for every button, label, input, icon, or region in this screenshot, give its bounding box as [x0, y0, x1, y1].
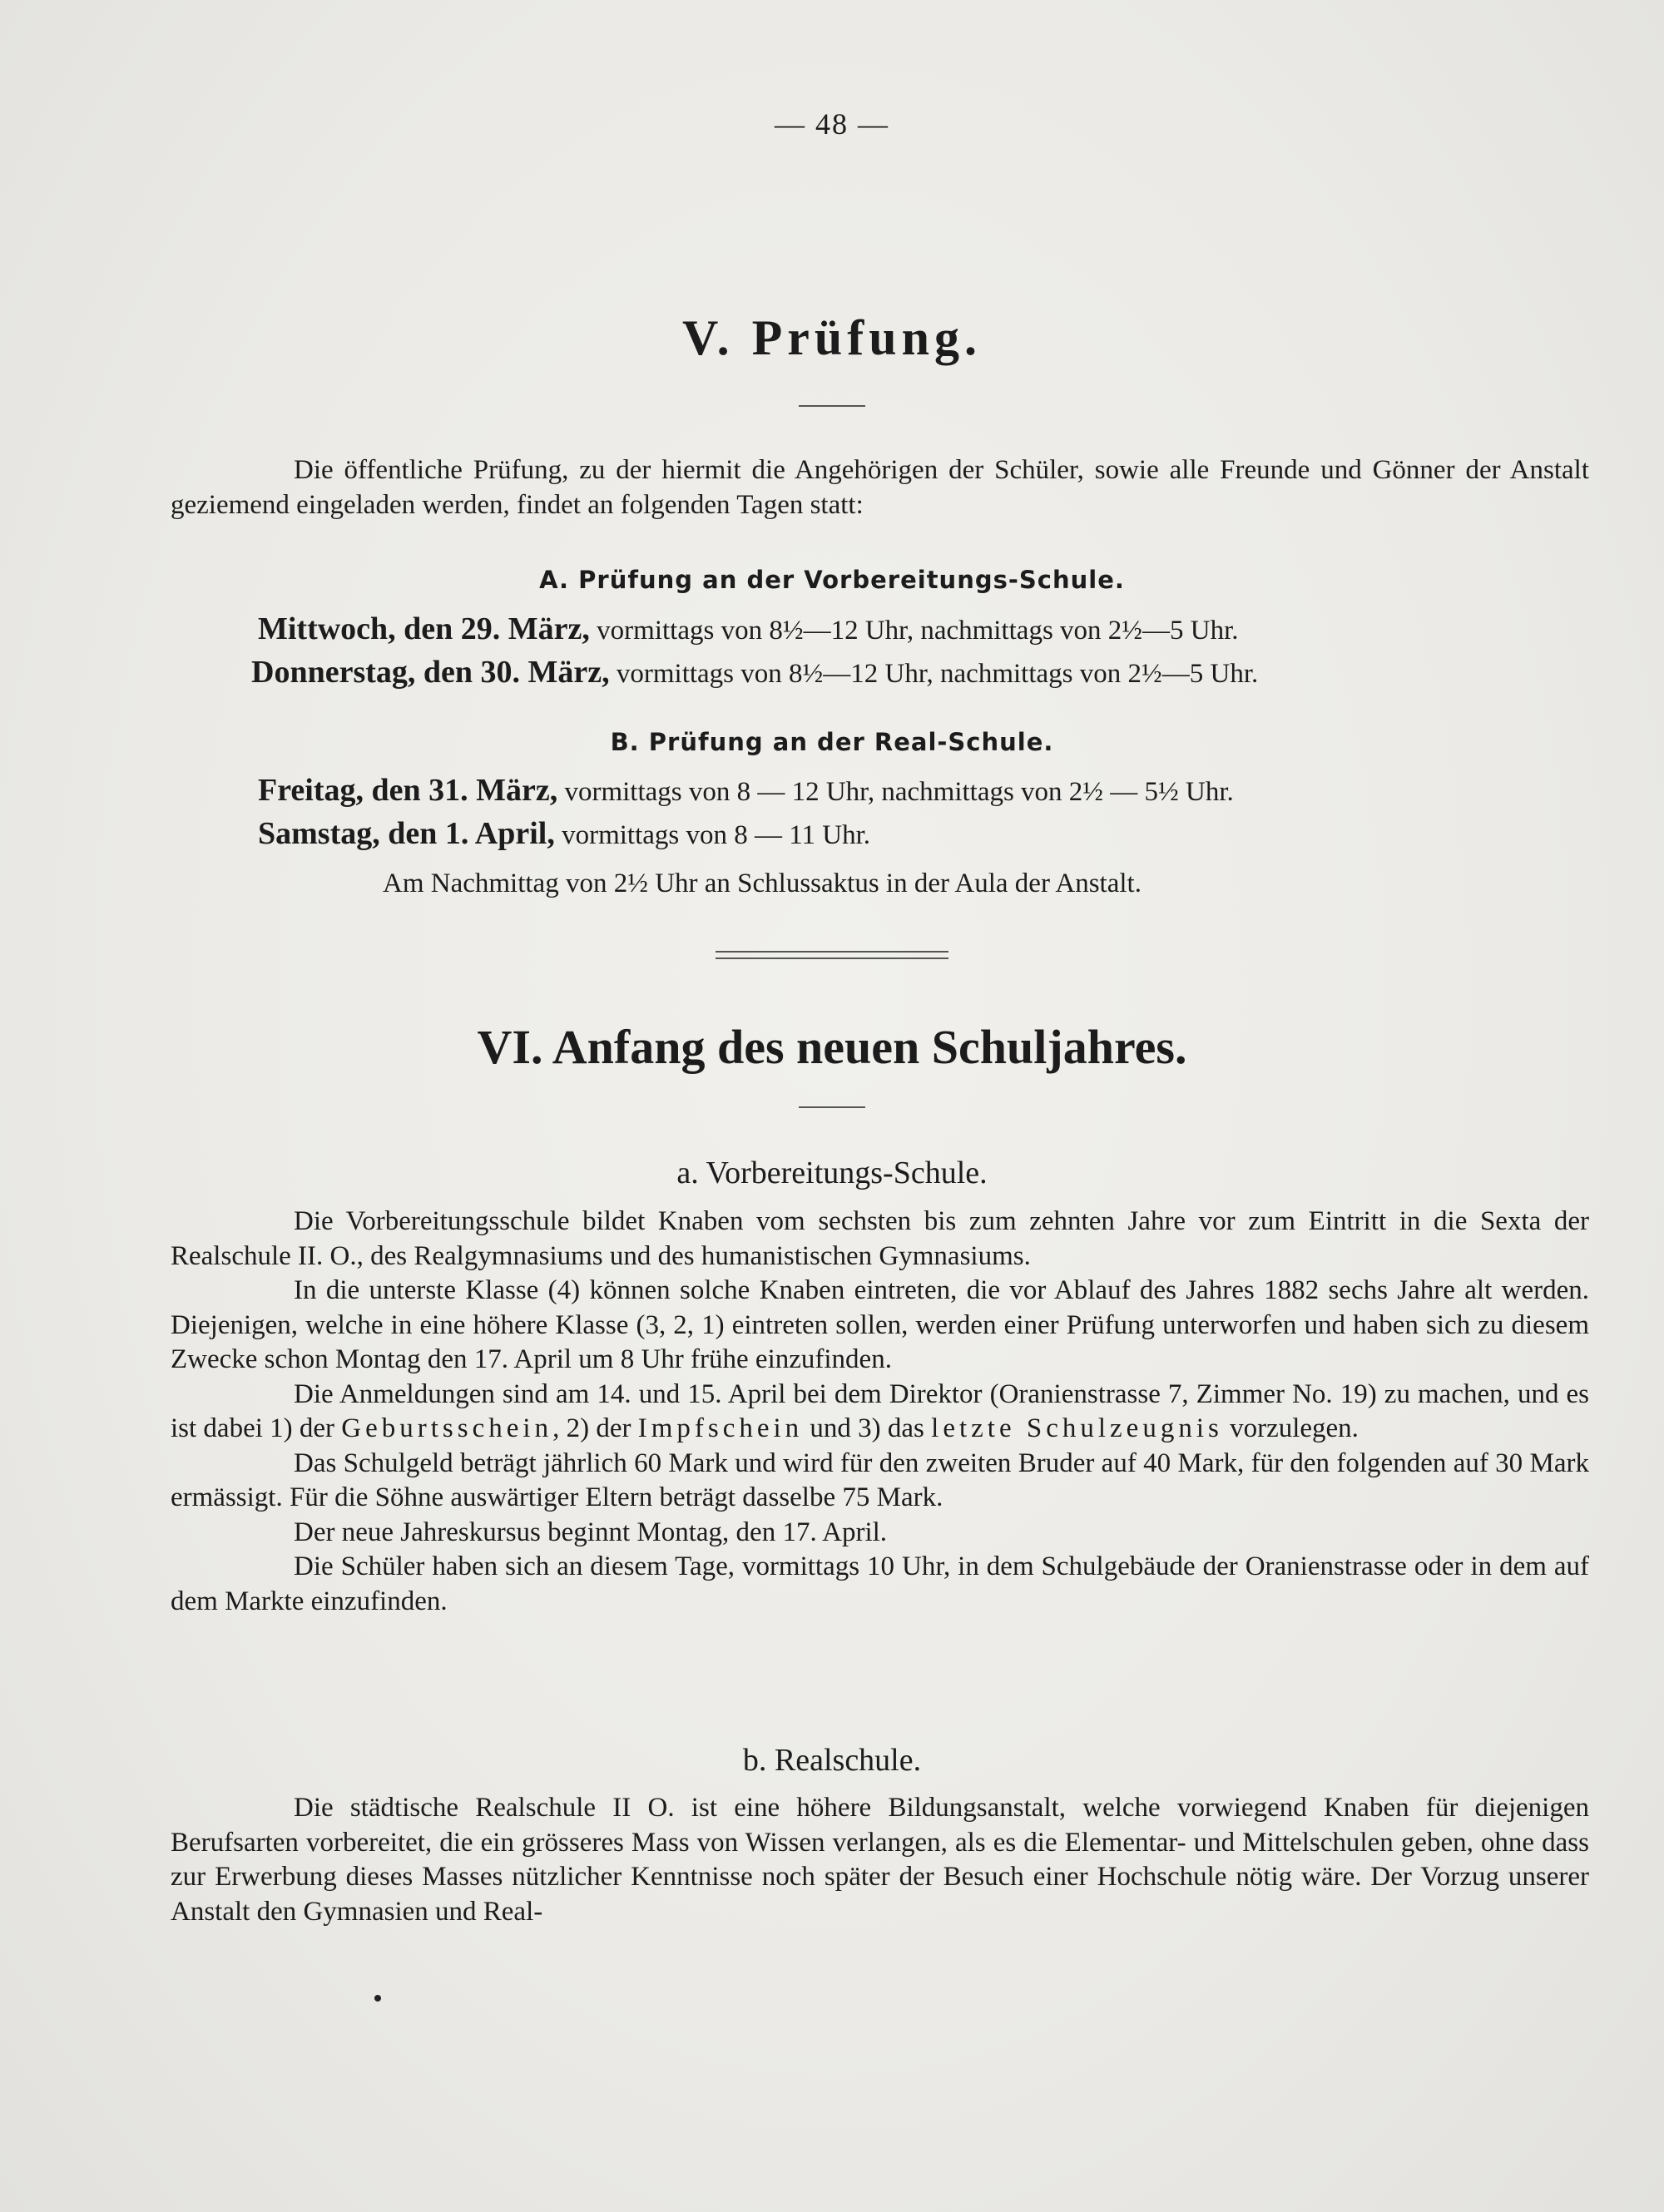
spaced-term: letzte Schulzeugnis — [931, 1413, 1223, 1443]
print-speck — [374, 1995, 381, 2002]
spaced-term: Impfschein — [637, 1413, 804, 1443]
paragraph: Der neue Jahreskursus beginnt Montag, den 17. April. — [294, 1517, 888, 1547]
part-b-row-2 — [258, 812, 870, 857]
schedule-times: vormittags von 8½—12 Uhr, nachmittags von 2½—5 Uhr. — [597, 616, 1239, 646]
schedule-times: vormittags von 8 — 11 Uhr. — [562, 820, 871, 850]
schedule-day: Donnerstag, den 30. März, — [251, 655, 610, 690]
schedule-day: Freitag, den 31. März, — [258, 773, 558, 808]
divider — [799, 405, 865, 407]
schedule-times: vormittags von 8½—12 Uhr, nachmittags von 2½—5 Uhr. — [616, 659, 1259, 689]
paragraph: Die Schüler haben sich an diesem Tage, vormittags 10 Uhr, in dem Schulgebäude der Oranienstrasse oder in dem auf dem Markte einzufinden. — [171, 1551, 1589, 1616]
spaced-term: Geburtsschein — [341, 1413, 553, 1443]
page-number: — 48 — — [775, 107, 889, 141]
sub-b-body — [171, 1791, 1589, 1929]
double-rule-bottom — [716, 958, 948, 959]
double-rule-top — [716, 951, 948, 953]
paragraph: Das Schulgeld beträgt jährlich 60 Mark und wird für den zweiten Bruder auf 40 Mark, für den folgenden auf 30 Mark ermässigt. Für die Söhne auswärtiger Eltern beträgt dasselbe 75 Mark. — [171, 1447, 1589, 1512]
section-v-title: V. Prüfung. — [682, 310, 982, 365]
divider — [799, 1106, 865, 1108]
section-vi-title: VI. Anfang des neuen Schuljahres. — [477, 1020, 1187, 1074]
text-run: vorzulegen. — [1222, 1413, 1359, 1443]
sub-b-heading: b. Realschule. — [742, 1743, 922, 1778]
part-a-heading: A. Prüfung an der Vorbereitungs-Schule. — [539, 566, 1125, 594]
schedule-times: vormittags von 8 — 12 Uhr, nachmittags von 2½ — 5½ Uhr. — [564, 777, 1234, 807]
text-run: Die Anmeldungen sind am 14. und 15. April bei dem Direktor (Oranienstrasse 7, Zimmer No. 19) zu machen, und es ist dabei 1) der — [171, 1378, 1589, 1443]
paragraph: Die städtische Realschule II O. ist eine höhere Bildungsanstalt, welche vorwiegend Knaben für diejenigen Berufsarten vorbereitet, die ein grösseres Mass von Wissen verlangen, als es die Elementar- und Mittelschulen geben, ohne dass zur Erwerbung dieses Masses nützlicher Kenntnisse noch später der Besuch einer Hochschule nötig wäre. Der Vorzug unserer Anstalt den Gymnasien und Real- — [171, 1793, 1589, 1927]
closing-line: Am Nachmittag von 2½ Uhr an Schlussaktus in der Aula der Anstalt. — [383, 868, 1142, 898]
schedule-day: Samstag, den 1. April, — [258, 816, 555, 851]
intro-paragraph: Die öffentliche Prüfung, zu der hiermit die Angehörigen der Schüler, sowie alle Freunde und Gönner der Anstalt geziemend eingeladen werden, findet an folgenden Tagen statt: — [171, 455, 1589, 520]
schedule-day: Mittwoch, den 29. März, — [258, 611, 590, 646]
paragraph: In die unterste Klasse (4) können solche Knaben eintreten, die vor Ablauf des Jahres 1882 sechs Jahre alt werden. Diejenigen, welche in eine höhere Klasse (3, 2, 1) eintreten sollen, werden einer Prüfung unterworfen und haben sich zu diesem Zwecke schon Montag den 17. April um 8 Uhr frühe einzufinden. — [171, 1275, 1589, 1374]
sub-a-body — [171, 1205, 1589, 1619]
paragraph — [171, 1378, 1589, 1447]
part-a-row-1 — [258, 607, 1239, 652]
sub-a-heading: a. Vorbereitungs-Schule. — [676, 1155, 988, 1190]
section-v-intro — [171, 453, 1589, 522]
text-run: und 3) das — [803, 1413, 932, 1443]
text-run: , 2) der — [552, 1413, 638, 1443]
part-b-row-1 — [258, 769, 1234, 814]
paragraph: Die Vorbereitungsschule bildet Knaben vom sechsten bis zum zehnten Jahre vor zum Eintritt in die Sexta der Realschule II. O., des Realgymnasiums und des humanistischen Gymnasiums. — [171, 1206, 1589, 1271]
part-b-heading: B. Prüfung an der Real-Schule. — [610, 728, 1054, 756]
part-a-row-2 — [251, 651, 1258, 695]
